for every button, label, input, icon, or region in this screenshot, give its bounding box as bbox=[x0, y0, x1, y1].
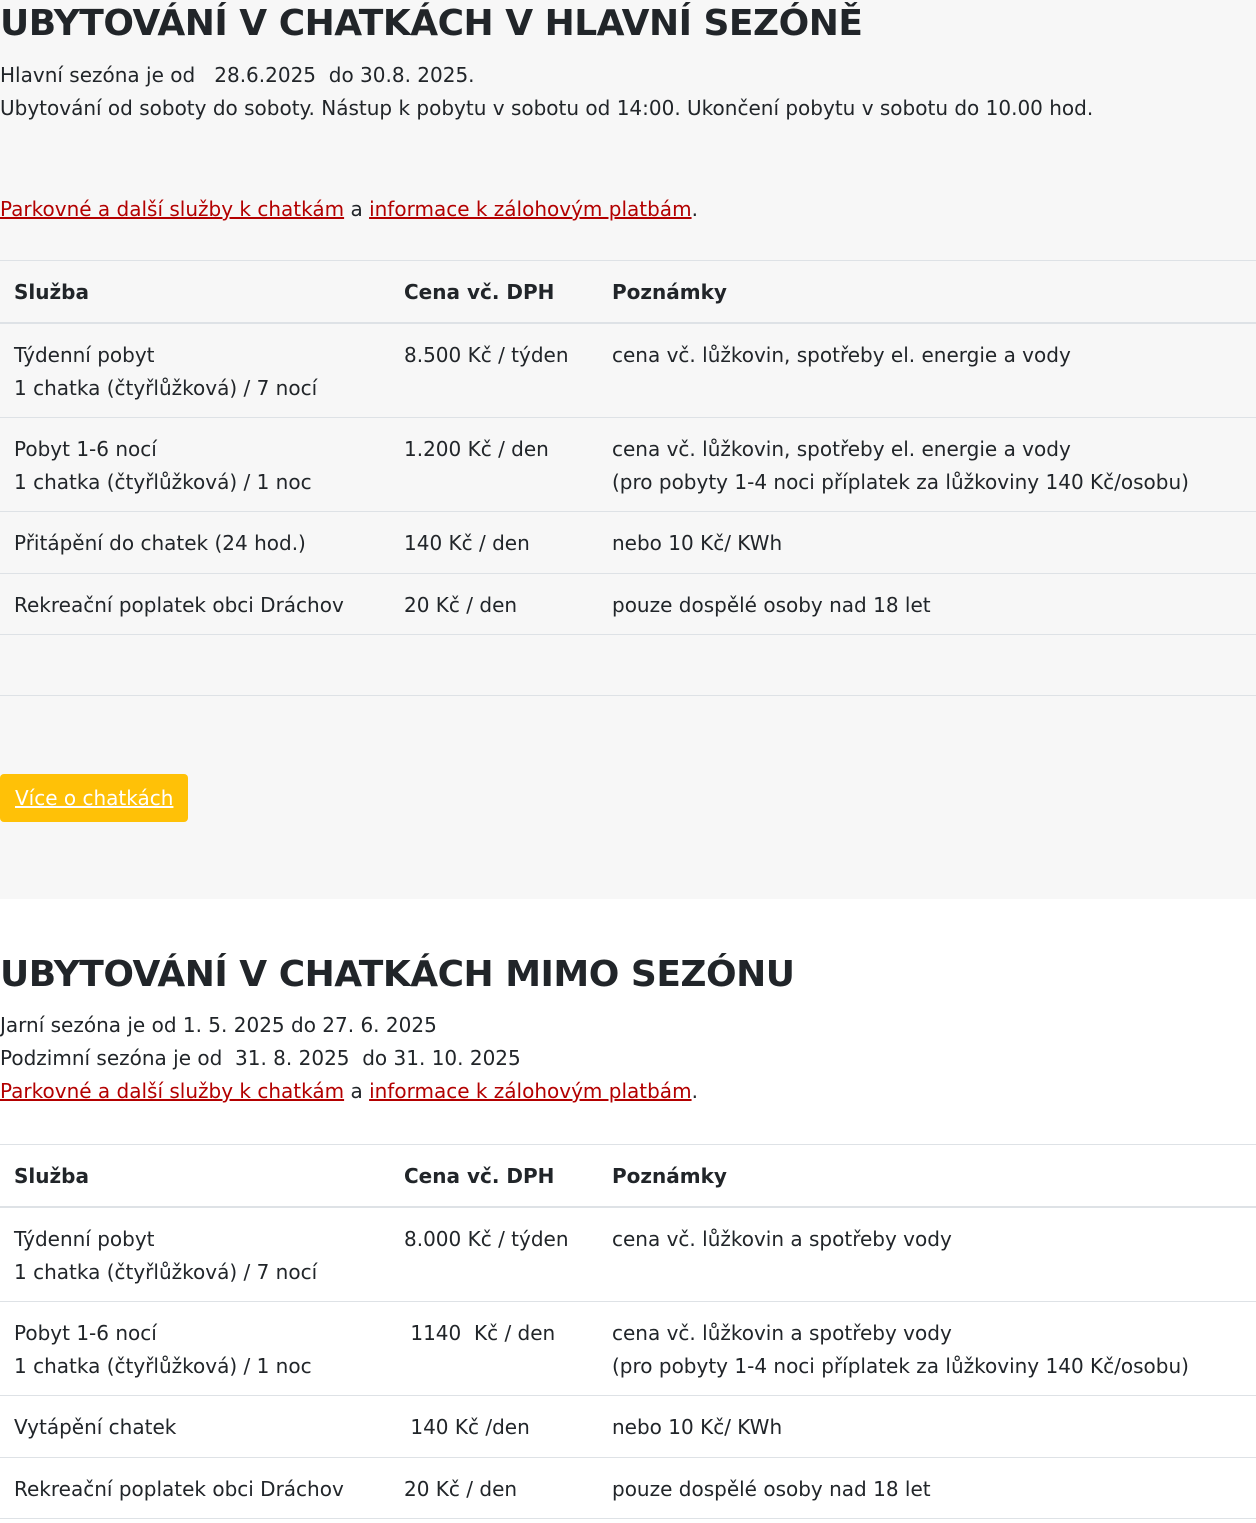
header-notes: Poznámky bbox=[598, 1145, 1256, 1208]
row-note: cena vč. lůžkovin a spotřeby vody bbox=[612, 1227, 952, 1251]
row-note: pouze dospělé osoby nad 18 let bbox=[612, 592, 931, 617]
link-joiner: a bbox=[344, 1079, 370, 1103]
row-price: 1140 Kč / den bbox=[404, 1321, 556, 1345]
header-price: Cena vč. DPH bbox=[390, 261, 598, 324]
header-service: Služba bbox=[0, 261, 390, 324]
main-season-title: UBYTOVÁNÍ V CHATKÁCH V HLAVNÍ SEZÓNĚ bbox=[0, 3, 863, 44]
row-service-detail: 1 chatka (čtyřlůžková) / 7 nocí bbox=[14, 1259, 318, 1284]
spring-season-dates: Jarní sezóna je od 1. 5. 2025 do 27. 6. 2025 bbox=[0, 1013, 437, 1037]
row-price: 20 Kč / den bbox=[404, 1476, 518, 1501]
row-price: 20 Kč / den bbox=[404, 592, 518, 617]
row-note: pouze dospělé osoby nad 18 let bbox=[612, 1476, 931, 1501]
main-season-links bbox=[0, 193, 1256, 226]
main-season-dates: Hlavní sezóna je od 28.6.2025 do 30.8. 2025. bbox=[0, 63, 475, 87]
off-season-intro bbox=[0, 1009, 1256, 1108]
row-price: 8.500 Kč / týden bbox=[404, 343, 569, 367]
row-note-detail: (pro pobyty 1-4 noci příplatek za lůžkoviny 140 Kč/osobu) bbox=[612, 1353, 1189, 1378]
more-about-cabins-button[interactable]: Více o chatkách bbox=[0, 774, 188, 822]
off-season-section bbox=[0, 899, 1256, 1519]
table-row bbox=[0, 512, 1256, 574]
row-service: Týdenní pobyt bbox=[14, 343, 155, 367]
header-service: Služba bbox=[0, 1145, 390, 1208]
off-season-title: UBYTOVÁNÍ V CHATKÁCH MIMO SEZÓNU bbox=[0, 954, 795, 995]
table-row bbox=[0, 1457, 1256, 1519]
main-season-intro bbox=[0, 59, 1256, 125]
row-price: 8.000 Kč / týden bbox=[404, 1227, 569, 1251]
deposit-info-link[interactable]: informace k zálohovým platbám bbox=[369, 197, 692, 221]
row-service: Rekreační poplatek obci Dráchov bbox=[14, 592, 344, 617]
row-service: Vytápění chatek bbox=[14, 1415, 177, 1439]
table-row bbox=[0, 573, 1256, 635]
link-end: . bbox=[691, 1079, 698, 1103]
off-season-links bbox=[0, 1075, 1256, 1108]
row-service: Pobyt 1-6 nocí bbox=[14, 437, 157, 461]
row-price: 140 Kč /den bbox=[404, 1415, 530, 1439]
table-row bbox=[0, 418, 1256, 512]
row-note: cena vč. lůžkovin, spotřeby el. energie a vody bbox=[612, 437, 1071, 461]
row-note: nebo 10 Kč/ KWh bbox=[612, 531, 783, 555]
parking-services-link[interactable]: Parkovné a další služby k chatkám bbox=[0, 1079, 345, 1103]
link-end: . bbox=[691, 197, 698, 221]
table-row bbox=[0, 1302, 1256, 1396]
table-row bbox=[0, 323, 1256, 418]
row-note: cena vč. lůžkovin a spotřeby vody bbox=[612, 1321, 952, 1345]
row-service-detail: 1 chatka (čtyřlůžková) / 1 noc bbox=[14, 1353, 312, 1378]
main-season-checkin-info: Ubytování od soboty do soboty. Nástup k pobytu v sobotu od 14:00. Ukončení pobytu v sobotu do 10.00 hod. bbox=[0, 96, 1094, 120]
main-season-price-table bbox=[0, 260, 1256, 696]
row-service: Pobyt 1-6 nocí bbox=[14, 1321, 157, 1345]
row-service: Týdenní pobyt bbox=[14, 1227, 155, 1251]
row-service-detail: 1 chatka (čtyřlůžková) / 7 nocí bbox=[14, 375, 318, 400]
table-header-row bbox=[0, 261, 1256, 324]
link-joiner: a bbox=[344, 197, 370, 221]
header-notes: Poznámky bbox=[598, 261, 1256, 324]
parking-services-link[interactable]: Parkovné a další služby k chatkám bbox=[0, 197, 345, 221]
table-empty-row bbox=[0, 635, 1256, 696]
row-price: 1.200 Kč / den bbox=[404, 437, 549, 461]
row-service: Rekreační poplatek obci Dráchov bbox=[14, 1476, 344, 1501]
row-note: nebo 10 Kč/ KWh bbox=[612, 1415, 783, 1439]
header-price: Cena vč. DPH bbox=[390, 1145, 598, 1208]
row-service: Přitápění do chatek (24 hod.) bbox=[14, 531, 306, 555]
row-price: 140 Kč / den bbox=[404, 531, 530, 555]
deposit-info-link[interactable]: informace k zálohovým platbám bbox=[369, 1079, 692, 1103]
table-row bbox=[0, 1396, 1256, 1458]
row-service-detail: 1 chatka (čtyřlůžková) / 1 noc bbox=[14, 469, 312, 494]
row-note: cena vč. lůžkovin, spotřeby el. energie a vody bbox=[612, 343, 1071, 367]
autumn-season-dates: Podzimní sezóna je od 31. 8. 2025 do 31. 10. 2025 bbox=[0, 1046, 521, 1070]
row-note-detail: (pro pobyty 1-4 noci příplatek za lůžkoviny 140 Kč/osobu) bbox=[612, 469, 1189, 494]
table-row bbox=[0, 1207, 1256, 1302]
off-season-price-table bbox=[0, 1144, 1256, 1519]
table-header-row bbox=[0, 1145, 1256, 1208]
